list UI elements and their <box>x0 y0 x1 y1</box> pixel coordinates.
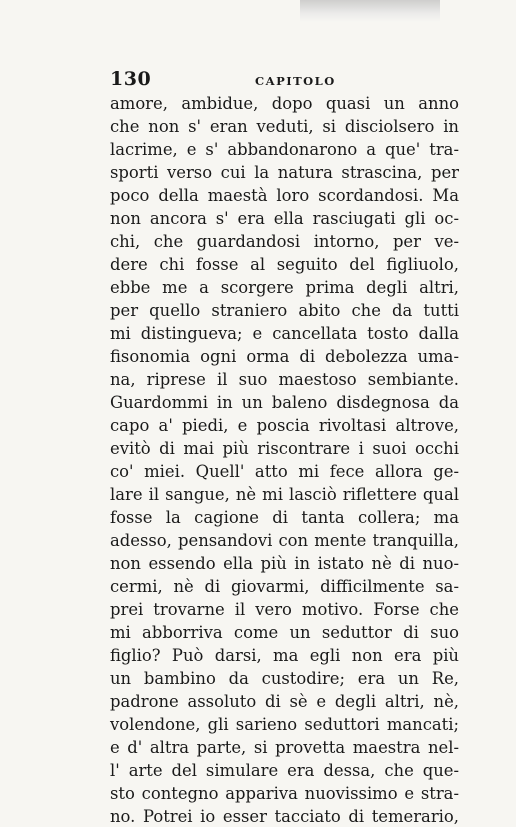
text-line: Guardommi in un baleno disdegnosa da <box>110 393 459 412</box>
text-line: adesso, pensandovi con mente tranquilla, <box>110 531 459 550</box>
text-line: amore, ambidue, dopo quasi un anno <box>110 94 459 113</box>
text-line: fosse la cagione di tanta collera; ma <box>110 508 459 527</box>
text-line: volendone, gli sarieno seduttori mancati; <box>110 715 459 734</box>
text-line: lare il sangue, nè mi lasciò riflettere qual <box>110 485 459 504</box>
text-line: un bambino da custodire; era un Re, <box>110 669 459 688</box>
text-line: mi abborriva come un seduttor di suo <box>110 623 459 642</box>
text-line: e d' altra parte, si provetta maestra nel- <box>110 738 459 757</box>
text-line: no. Potrei io esser tacciato di temerario, <box>110 807 459 826</box>
text-line: l' arte del simulare era dessa, che que- <box>110 761 459 780</box>
text-line: dere chi fosse al seguito del figliuolo, <box>110 255 459 274</box>
text-line: non ancora s' era ella rasciugati gli oc- <box>110 209 459 228</box>
text-line: lacrime, e s' abbandonarono a que' tra- <box>110 140 459 159</box>
text-line: fisonomia ogni orma di debolezza uma- <box>110 347 459 366</box>
text-line: na, riprese il suo maestoso sembiante. <box>110 370 459 389</box>
running-head <box>110 68 460 94</box>
text-line: figlio? Può darsi, ma egli non era più <box>110 646 459 665</box>
text-line: sporti verso cui la natura strascina, per <box>110 163 459 182</box>
text-line: che non s' eran veduti, si disciolsero in <box>110 117 459 136</box>
text-line: chi, che guardandosi intorno, per ve- <box>110 232 459 251</box>
text-line: capo a' piedi, e poscia rivoltasi altrove, <box>110 416 459 435</box>
text-line: evitò di mai più riscontrare i suoi occhi <box>110 439 459 458</box>
text-line: ebbe me a scorgere prima degli altri, <box>110 278 459 297</box>
text-line: padrone assoluto di sè e degli altri, nè, <box>110 692 459 711</box>
text-line: mi distingueva; e cancellata tosto dalla <box>110 324 459 343</box>
text-line: sto contegno appariva nuovissimo e stra- <box>110 784 459 803</box>
text-line: prei trovarne il vero motivo. Forse che <box>110 600 459 619</box>
body-text <box>110 92 459 828</box>
text-line: cermi, nè di giovarmi, difficilmente sa- <box>110 577 459 596</box>
chapter-title: CAPITOLO <box>255 74 336 88</box>
text-line: non essendo ella più in istato nè di nuo- <box>110 554 459 573</box>
text-line: co' miei. Quell' atto mi fece allora ge- <box>110 462 459 481</box>
scan-smudge <box>300 0 440 22</box>
page-number: 130 <box>110 68 152 90</box>
text-line: per quello straniero abito che da tutti <box>110 301 459 320</box>
text-line: poco della maestà loro scordandosi. Ma <box>110 186 459 205</box>
